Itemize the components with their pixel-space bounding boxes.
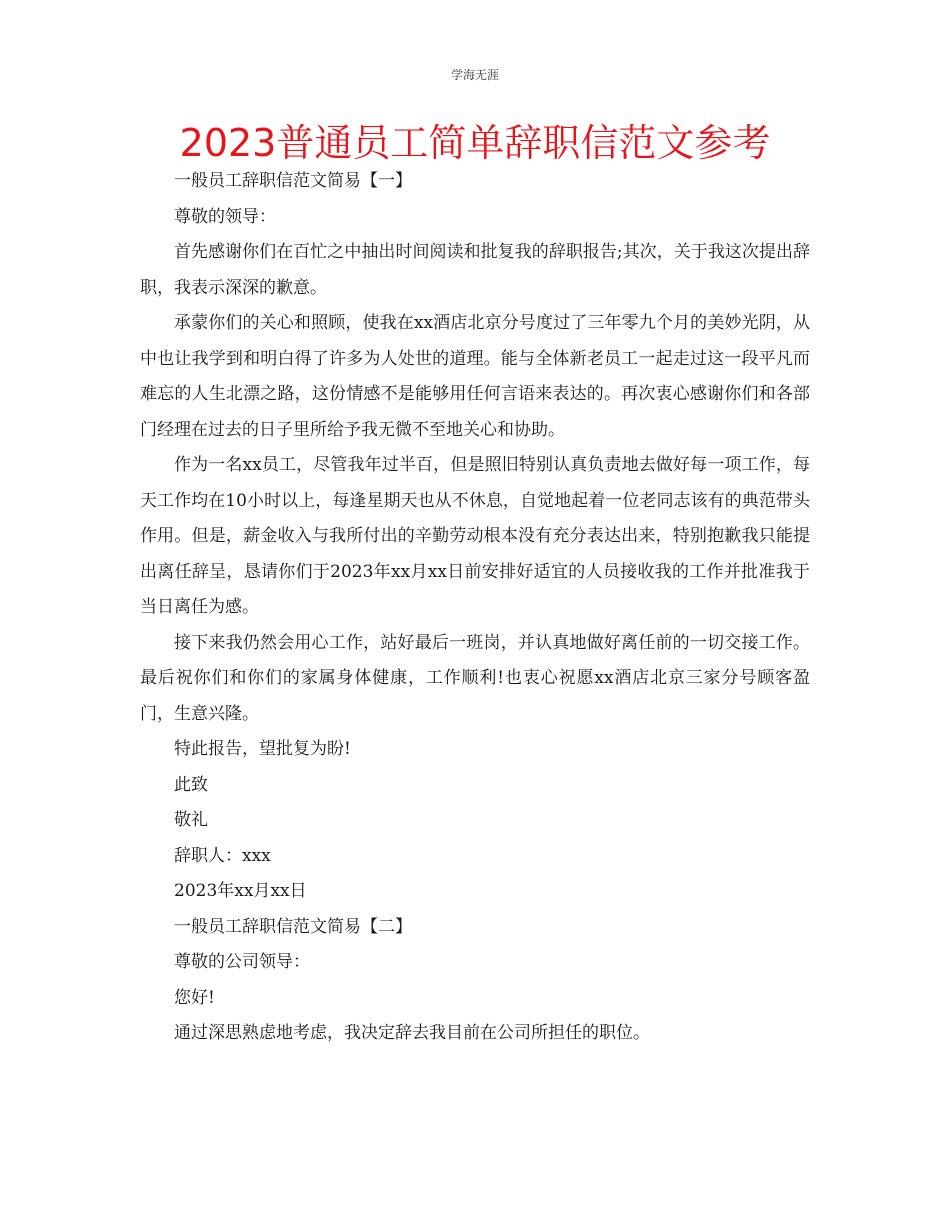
body-paragraph: 承蒙你们的关心和照顾，使我在xx酒店北京分号度过了三年零九个月的美妙光阴，从中也让我学到和明白得了许多为人处世的道理。能与全体新老员工一起走过这一段平凡而难忘的人生北漂之路，这份情感不是能够用任何言语来表达的。再次衷心感谢你们和各部门经理在过去的日子里所给予我无微不至地关心和协助。	[140, 313, 810, 440]
closing-cizhi: 此致	[174, 774, 208, 795]
body-paragraph: 接下来我仍然会用心工作，站好最后一班岗，并认真地做好离任前的一切交接工作。最后祝你们和你们的家属身体健康，工作顺利!也衷心祝愿xx酒店北京三家分号顾客盈门，生意兴隆。	[140, 632, 810, 724]
document-body	[140, 164, 810, 1052]
body-paragraph: 首先感谢你们在百忙之中抽出时间阅读和批复我的辞职报告;其次，关于我这次提出辞职，我表示深深的歉意。	[140, 242, 810, 298]
signature: 辞职人：xxx	[174, 845, 271, 866]
section-heading-2: 一般员工辞职信范文简易【二】	[174, 916, 412, 937]
closing-line: 特此报告，望批复为盼!	[174, 739, 351, 759]
closing-jingli: 敬礼	[174, 810, 208, 830]
page-header: 学海无涯	[450, 68, 499, 82]
salutation-1: 尊敬的领导：	[174, 206, 276, 227]
section-heading-1: 一般员工辞职信范文简易【一】	[174, 171, 412, 191]
date: 2023年xx月xx日	[174, 881, 307, 901]
body-paragraph: 通过深思熟虑地考虑，我决定辞去我目前在公司所担任的职位。	[174, 1023, 650, 1043]
greeting: 您好!	[174, 987, 215, 1008]
salutation-2: 尊敬的公司领导：	[174, 952, 310, 972]
document-title: 2023普通员工简单辞职信范文参考	[179, 121, 771, 165]
body-paragraph: 作为一名xx员工，尽管我年过半百，但是照旧特别认真负责地去做好每一项工作，每天工作均在10小时以上，每逢星期天也从不休息，自觉地起着一位老同志该有的典范带头作用。但是，薪金收入与我所付出的辛勤劳动根本没有充分表达出来，特别抱歉我只能提出离任辞呈，恳请你们于2023年xx月xx日前安排好适宜的人员接收我的工作并批准我于当日离任为感。	[140, 455, 810, 617]
